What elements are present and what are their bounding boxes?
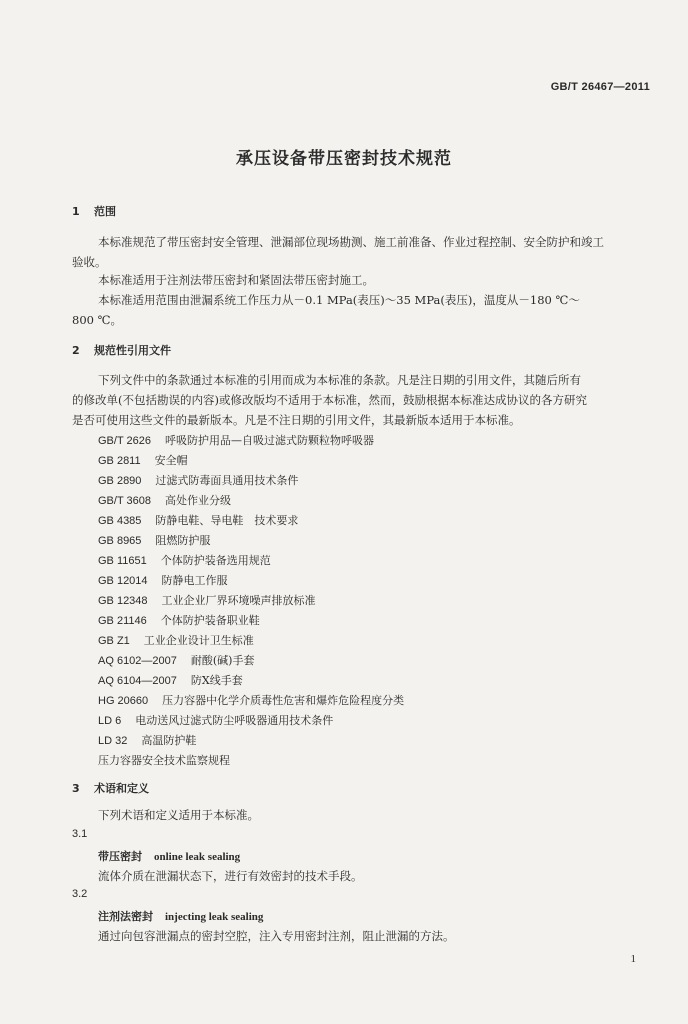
- reference-item: [98, 692, 404, 708]
- reference-code: GB/T 2626: [98, 435, 151, 447]
- reference-item: [98, 432, 374, 448]
- reference-title: 个体防护装备选用规范: [160, 554, 271, 567]
- term-definition: 通过向包容泄漏点的密封空腔，注入专用密封注剂，阻止泄漏的方法。: [98, 929, 455, 943]
- reference-code: GB/T 3608: [98, 495, 151, 507]
- term-english: online leak sealing: [154, 851, 241, 863]
- term-english: injecting leak sealing: [165, 911, 264, 923]
- section-3-heading: [72, 780, 149, 796]
- reference-code: AQ 6102—2007: [98, 655, 177, 667]
- reference-item: [98, 732, 196, 748]
- text-line: 是否可使用这些文件的最新版本。凡是不注日期的引用文件，其最新版本适用于本标准。: [72, 413, 521, 427]
- reference-title: 工业企业设计卫生标准: [143, 634, 254, 647]
- reference-code: GB 2890: [98, 475, 142, 487]
- term-chinese: 注剂法密封: [98, 910, 153, 923]
- section-2-intro: [72, 370, 652, 430]
- document-title: 承压设备带压密封技术规范: [236, 149, 452, 169]
- reference-code: AQ 6104—2007: [98, 675, 177, 687]
- reference-code: LD 32: [98, 735, 128, 747]
- reference-item: [98, 452, 188, 468]
- reference-title: 高温防护鞋: [141, 734, 197, 747]
- section-3-intro: 下列术语和定义适用于本标准。: [98, 808, 259, 822]
- reference-code: GB 4385: [98, 515, 142, 527]
- reference-item: [98, 712, 333, 728]
- reference-title: 防静电工作服: [161, 574, 228, 587]
- term-heading: [98, 908, 263, 924]
- standard-number: GB/T 26467—2011: [550, 81, 650, 93]
- text-line: 的修改单(不包括勘误的内容)或修改版均不适用于本标准，然而，鼓励根据本标准达成协议的各方研究: [72, 393, 587, 407]
- section-2-heading: [72, 342, 171, 358]
- reference-item: [98, 572, 228, 588]
- reference-code: GB 8965: [98, 535, 142, 547]
- reference-item: [98, 532, 210, 548]
- text-line: 本标准适用于注剂法带压密封和紧固法带压密封施工。: [98, 273, 374, 287]
- reference-item: [98, 652, 254, 668]
- reference-title: 阻燃防护服: [155, 534, 211, 547]
- section-number: 3: [72, 782, 80, 795]
- reference-title: 压力容器安全技术监察规程: [98, 754, 230, 767]
- section-number: 1: [72, 205, 80, 218]
- reference-code: LD 6: [98, 715, 122, 727]
- clause-number: 3.1: [72, 828, 88, 840]
- reference-title: 压力容器中化学介质毒性危害和爆炸危险程度分类: [162, 694, 405, 707]
- reference-title: 呼吸防护用品—自吸过滤式防颗粒物呼吸器: [165, 434, 374, 447]
- reference-title: 过滤式防毒面具通用技术条件: [155, 474, 299, 487]
- text-line: 验收。: [72, 255, 107, 269]
- section-number: 2: [72, 344, 80, 357]
- page-number: 1: [630, 953, 636, 965]
- section-1-paragraph-1: [72, 232, 652, 272]
- section-1-paragraph-3: [72, 290, 652, 330]
- clause-number: 3.2: [72, 888, 88, 900]
- reference-code: HG 20660: [98, 695, 149, 707]
- reference-item: [98, 752, 230, 768]
- text-line: 下列文件中的条款通过本标准的引用而成为本标准的条款。凡是注日期的引用文件，其随后所有: [98, 373, 581, 387]
- section-title: 规范性引用文件: [94, 344, 171, 357]
- reference-title: 工业企业厂界环境噪声排放标准: [161, 594, 316, 607]
- reference-title: 个体防护装备职业鞋: [160, 614, 260, 627]
- section-title: 术语和定义: [94, 782, 149, 795]
- reference-item: [98, 672, 243, 688]
- section-1-heading: [72, 203, 116, 219]
- reference-code: GB 11651: [98, 555, 147, 567]
- reference-title: 高处作业分级: [165, 494, 231, 507]
- reference-code: GB 12348: [98, 595, 148, 607]
- reference-title: 电动送风过滤式防尘呼吸器通用技术条件: [135, 714, 334, 727]
- text-line: 本标准规范了带压密封安全管理、泄漏部位现场勘测、施工前准备、作业过程控制、安全防护和竣工: [98, 235, 604, 249]
- text-line: 800 ℃。: [72, 313, 122, 327]
- reference-item: [98, 492, 231, 508]
- term-definition: 流体介质在泄漏状态下，进行有效密封的技术手段。: [98, 869, 363, 883]
- reference-code: GB 21146: [98, 615, 147, 627]
- section-1-paragraph-2: [72, 270, 652, 290]
- reference-item: [98, 592, 316, 608]
- term-heading: [98, 848, 240, 864]
- reference-title: 防X线手套: [190, 674, 243, 687]
- reference-item: [98, 552, 271, 568]
- reference-title: 防静电鞋、导电鞋 技术要求: [155, 514, 299, 527]
- reference-title: 安全帽: [154, 454, 188, 467]
- term-chinese: 带压密封: [98, 850, 142, 863]
- reference-code: GB 12014: [98, 575, 148, 587]
- section-title: 范围: [94, 205, 116, 218]
- reference-item: [98, 512, 298, 528]
- reference-item: [98, 612, 260, 628]
- reference-item: [98, 632, 254, 648]
- reference-code: GB 2811: [98, 455, 141, 467]
- reference-title: 耐酸(碱)手套: [190, 654, 255, 667]
- reference-code: GB Z1: [98, 635, 130, 647]
- text-line: 本标准适用范围由泄漏系统工作压力从－0.1 MPa(表压)～35 MPa(表压)，温度从－180 ℃～: [98, 293, 580, 307]
- reference-item: [98, 472, 298, 488]
